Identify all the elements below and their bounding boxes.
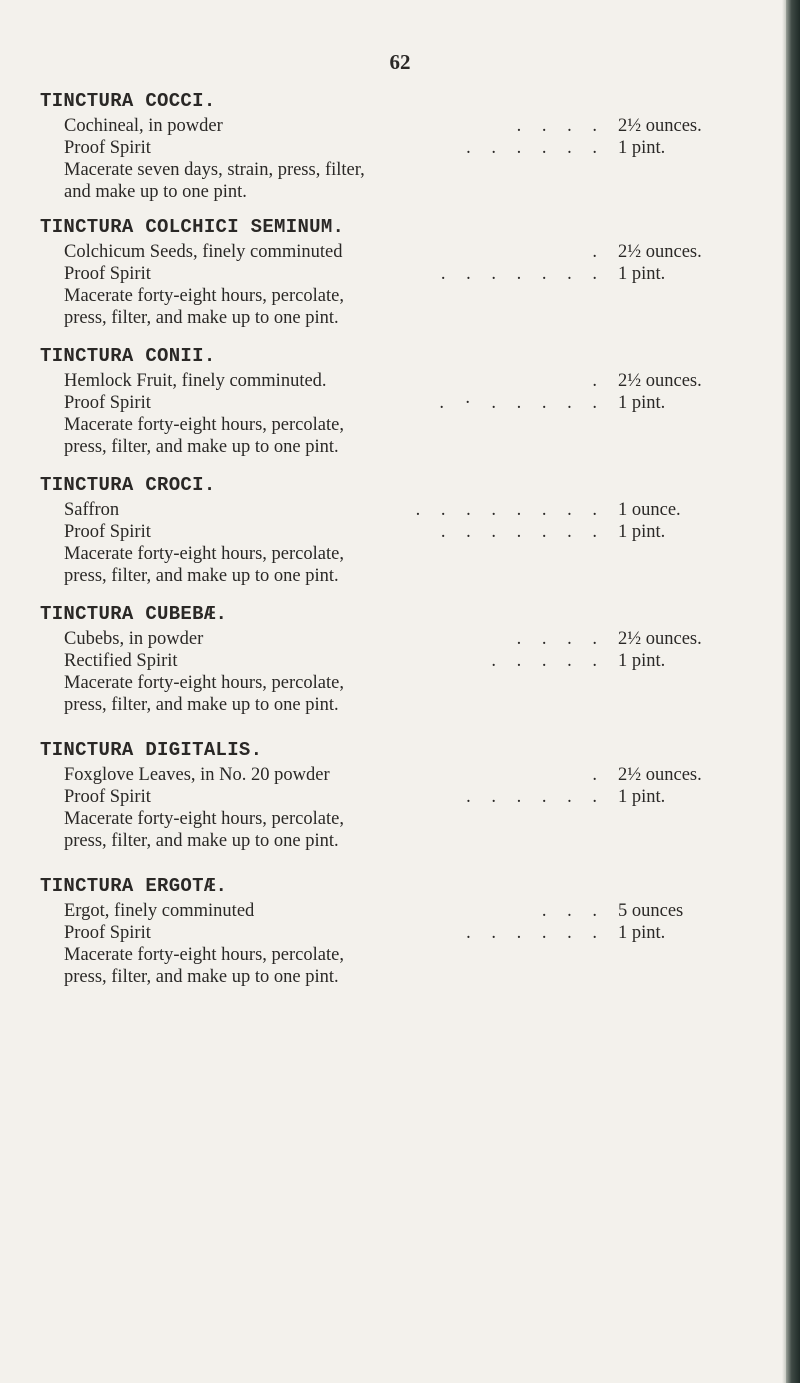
directions [40,944,750,988]
tincture-section [40,471,750,587]
tincture-section [40,736,750,852]
tincture-heading: TINCTURA CROCI. [40,474,216,496]
ingredient-row [40,521,750,543]
ingredient-name: Foxglove Leaves, in No. 20 powder [64,765,330,785]
ingredient-quantity: 1 pint. [618,651,666,671]
tincture-heading: TINCTURA DIGITALIS. [40,739,263,761]
ingredient-quantity: 1 ounce. [618,500,681,520]
leader-dots: . . . . [516,116,605,136]
directions-line: Macerate forty-eight hours, percolate, [64,809,344,829]
ingredient-name: Rectified Spirit [64,651,178,671]
directions [40,414,750,458]
tincture-heading: TINCTURA COLCHICI SEMINUM. [40,216,345,238]
tincture-section [40,87,750,203]
directions-line: press, filter, and make up to one pint. [64,566,339,586]
leader-dots: . · . . . . . [439,393,605,413]
directions-line: Macerate forty-eight hours, percolate, [64,415,344,435]
directions-line: Macerate forty-eight hours, percolate, [64,673,344,693]
ingredient-row [40,241,750,263]
directions-line: Macerate forty-eight hours, percolate, [64,544,344,564]
ingredient-name: Ergot, finely comminuted [64,901,255,921]
ingredient-row [40,922,750,944]
ingredient-row [40,650,750,672]
leader-dots: . . . . . . [466,923,605,943]
directions-line: press, filter, and make up to one pint. [64,831,339,851]
leader-dots: . . . . . . [466,787,605,807]
ingredient-row [40,900,750,922]
ingredient-name: Cochineal, in powder [64,116,223,136]
ingredient-row [40,628,750,650]
tincture-section [40,342,750,458]
page-number: 62 [389,50,411,74]
ingredient-quantity: 2½ ounces. [618,116,702,136]
ingredient-name: Cubebs, in powder [64,629,204,649]
ingredient-name: Proof Spirit [64,522,151,542]
directions [40,543,750,587]
ingredient-quantity: 1 pint. [618,522,666,542]
leader-dots: . . . . [516,629,605,649]
directions-line: press, filter, and make up to one pint. [64,308,339,328]
directions [40,159,750,203]
directions [40,808,750,852]
ingredient-quantity: 1 pint. [618,393,666,413]
directions-line: Macerate forty-eight hours, percolate, [64,945,344,965]
leader-dots: . . . [541,901,605,921]
ingredient-name: Saffron [64,500,120,520]
leader-dots: . . . . . . [466,138,605,158]
leader-dots: . [592,765,605,785]
tincture-section [40,600,750,716]
ingredient-quantity: 1 pint. [618,264,666,284]
ingredient-name: Proof Spirit [64,787,151,807]
ingredient-quantity: 1 pint. [618,923,666,943]
ingredient-row [40,786,750,808]
ingredient-name: Proof Spirit [64,393,151,413]
ingredient-name: Proof Spirit [64,923,151,943]
ingredient-row [40,764,750,786]
leader-dots: . . . . . . . [440,522,605,542]
leader-dots: . . . . . [491,651,605,671]
ingredient-name: Proof Spirit [64,138,151,158]
ingredient-quantity: 5 ounces [618,901,684,921]
directions-line: and make up to one pint. [64,182,247,202]
directions-line: Macerate seven days, strain, press, filter, [64,160,365,180]
tincture-heading: TINCTURA COCCI. [40,90,216,112]
ingredient-name: Hemlock Fruit, finely comminuted. [64,371,327,391]
ingredient-row [40,263,750,285]
ingredient-row [40,370,750,392]
ingredient-name: Proof Spirit [64,264,151,284]
ingredient-quantity: 2½ ounces. [618,629,702,649]
tincture-heading: TINCTURA ERGOTÆ. [40,875,228,897]
ingredient-quantity: 2½ ounces. [618,242,702,262]
leader-dots: . . . . . . . . [415,500,605,520]
directions-line: press, filter, and make up to one pint. [64,967,339,987]
directions-line: Macerate forty-eight hours, percolate, [64,286,344,306]
tinctures-list [40,87,750,1001]
directions [40,672,750,716]
ingredient-quantity: 1 pint. [618,787,666,807]
ingredient-quantity: 1 pint. [618,138,666,158]
ingredient-row [40,499,750,521]
leader-dots: . . . . . . . [440,264,605,284]
tincture-section [40,872,750,988]
tincture-section [40,213,750,329]
binding-edge [786,0,800,1383]
ingredient-row [40,392,750,414]
directions-line: press, filter, and make up to one pint. [64,695,339,715]
ingredient-quantity: 2½ ounces. [618,765,702,785]
ingredient-name: Colchicum Seeds, finely comminuted [64,242,343,262]
ingredient-row [40,137,750,159]
leader-dots: . [592,242,605,262]
tincture-heading: TINCTURA CUBEBÆ. [40,603,228,625]
leader-dots: . [592,371,605,391]
directions-line: press, filter, and make up to one pint. [64,437,339,457]
tincture-heading: TINCTURA CONII. [40,345,216,367]
ingredient-quantity: 2½ ounces. [618,371,702,391]
directions [40,285,750,329]
ingredient-row [40,115,750,137]
